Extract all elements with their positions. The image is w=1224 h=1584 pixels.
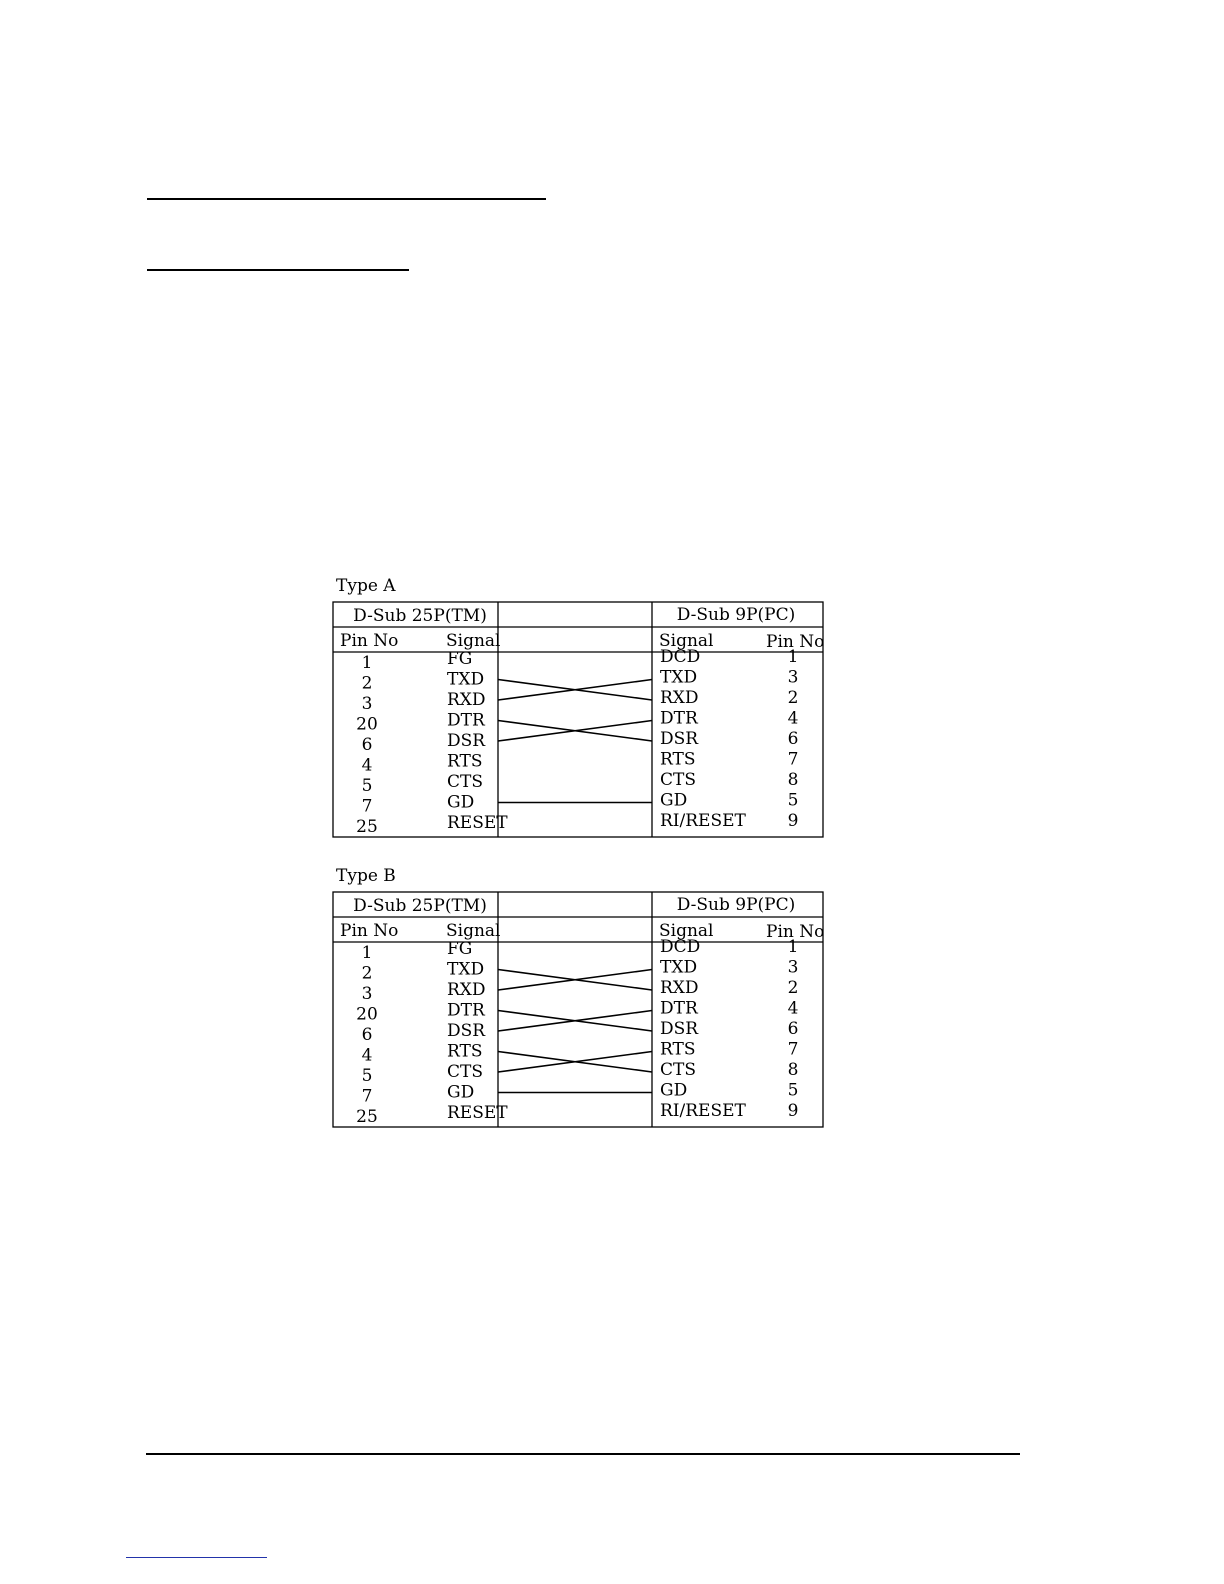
type-a-right-pin-number: 9 xyxy=(787,811,799,831)
type-a-left-signal: GD xyxy=(447,792,475,813)
type-a-right-signal: GD xyxy=(660,790,688,811)
type-b-left-signal: GD xyxy=(447,1082,475,1103)
type-b-right-pin-number: 6 xyxy=(787,1019,799,1039)
type-a-left-pin-header: Pin No xyxy=(340,631,399,651)
type-b-left-signal-header: Signal xyxy=(446,921,501,941)
type-b-left-signal: DSR xyxy=(447,1021,486,1041)
type-b-right-signal: TXD xyxy=(660,957,698,978)
type-a-right-signal-header: Signal xyxy=(659,631,714,651)
type-b-left-signal: FG xyxy=(447,939,473,959)
type-a-right-signal: TXD xyxy=(660,667,698,688)
type-a-left-signal: DSR xyxy=(447,731,486,751)
type-a-left-signal-header: Signal xyxy=(446,631,501,651)
type-a-right-signal: CTS xyxy=(660,770,696,790)
type-a-left-signal: DTR xyxy=(447,710,485,731)
type-a-left-pin-number: 20 xyxy=(356,714,378,735)
type-a-right-pin-number: 8 xyxy=(787,770,799,790)
type-a-left-connector-title: D-Sub 25P(TM) xyxy=(353,606,487,626)
type-a-left-pin-number: 2 xyxy=(361,673,373,694)
type-a-left-signal: TXD xyxy=(447,669,485,690)
type-a-right-pin-header: Pin No xyxy=(766,632,825,652)
type-b-right-pin-header: Pin No xyxy=(766,922,825,942)
type-b-wiring-table xyxy=(330,890,830,1130)
footer-link-rule xyxy=(126,1557,267,1558)
type-b-label: Type B xyxy=(336,866,396,886)
type-b-left-pin-number: 5 xyxy=(361,1066,373,1086)
type-b-left-pin-number: 4 xyxy=(361,1045,373,1066)
type-b-right-signal: RTS xyxy=(660,1039,696,1060)
type-b-right-pin-number: 7 xyxy=(787,1039,799,1060)
type-a-left-pin-number: 7 xyxy=(361,796,373,817)
type-b-right-signal: RI/RESET xyxy=(660,1101,746,1121)
type-b-left-signal: CTS xyxy=(447,1062,483,1082)
type-a-right-connector-title: D-Sub 9P(PC) xyxy=(676,605,796,625)
type-a-right-signal: DCD xyxy=(660,647,701,667)
type-a-left-signal: CTS xyxy=(447,772,483,792)
type-a-left-pin-number: 1 xyxy=(361,653,373,673)
type-b-left-pin-number: 6 xyxy=(361,1025,373,1045)
type-a-right-pin-number: 1 xyxy=(787,647,799,667)
type-b-left-pin-number: 2 xyxy=(361,963,373,984)
type-b-right-signal: DSR xyxy=(660,1019,699,1039)
type-b-left-pin-number: 20 xyxy=(356,1004,378,1025)
type-a-right-pin-number: 3 xyxy=(787,667,799,688)
type-b-right-connector-title: D-Sub 9P(PC) xyxy=(676,895,796,915)
type-a-left-pin-number: 5 xyxy=(361,776,373,796)
type-b-left-pin-number: 1 xyxy=(361,943,373,963)
top-rule-long xyxy=(147,198,546,200)
type-a-right-pin-number: 2 xyxy=(787,688,799,708)
type-b-right-signal: GD xyxy=(660,1080,688,1101)
type-b-left-pin-number: 25 xyxy=(356,1107,378,1127)
footer-rule xyxy=(146,1453,1020,1455)
type-b-left-signal: TXD xyxy=(447,959,485,980)
type-a-right-signal: RI/RESET xyxy=(660,811,746,831)
type-b-right-pin-number: 3 xyxy=(787,957,799,978)
type-a-right-signal: DSR xyxy=(660,729,699,749)
type-b-left-signal: RTS xyxy=(447,1041,483,1062)
type-a-left-signal: RTS xyxy=(447,751,483,772)
type-b-left-signal: RXD xyxy=(447,980,486,1000)
type-a-right-pin-number: 5 xyxy=(787,790,799,811)
top-rule-short xyxy=(147,269,409,271)
type-b-right-signal: RXD xyxy=(660,978,699,998)
type-b-left-pin-header: Pin No xyxy=(340,921,399,941)
type-b-right-signal: CTS xyxy=(660,1060,696,1080)
type-b-right-pin-number: 9 xyxy=(787,1101,799,1121)
type-b-left-connector-title: D-Sub 25P(TM) xyxy=(353,896,487,916)
type-b-right-signal: DCD xyxy=(660,937,701,957)
type-b-diagram xyxy=(330,862,830,1132)
type-b-right-pin-number: 2 xyxy=(787,978,799,998)
type-b-right-pin-number: 5 xyxy=(787,1080,799,1101)
type-a-right-signal: RXD xyxy=(660,688,699,708)
type-a-left-pin-number: 3 xyxy=(361,694,373,714)
type-a-right-pin-number: 7 xyxy=(787,749,799,770)
type-b-left-signal: DTR xyxy=(447,1000,485,1021)
type-a-left-pin-number: 4 xyxy=(361,755,373,776)
type-a-right-pin-number: 6 xyxy=(787,729,799,749)
type-a-right-pin-number: 4 xyxy=(787,708,799,729)
type-b-right-signal-header: Signal xyxy=(659,921,714,941)
type-a-left-signal: FG xyxy=(447,649,473,669)
type-b-left-pin-number: 3 xyxy=(361,984,373,1004)
type-a-left-pin-number: 6 xyxy=(361,735,373,755)
type-b-right-pin-number: 8 xyxy=(787,1060,799,1080)
type-b-left-signal: RESET xyxy=(447,1103,508,1123)
type-a-left-signal: RESET xyxy=(447,813,508,833)
type-a-right-signal: DTR xyxy=(660,708,698,729)
type-b-right-pin-number: 1 xyxy=(787,937,799,957)
type-b-right-pin-number: 4 xyxy=(787,998,799,1019)
type-a-label: Type A xyxy=(336,576,396,596)
type-b-right-signal: DTR xyxy=(660,998,698,1019)
type-a-diagram xyxy=(330,572,830,842)
type-a-right-signal: RTS xyxy=(660,749,696,770)
type-a-left-pin-number: 25 xyxy=(356,817,378,837)
type-b-left-pin-number: 7 xyxy=(361,1086,373,1107)
type-a-left-signal: RXD xyxy=(447,690,486,710)
type-a-wiring-table xyxy=(330,600,830,840)
